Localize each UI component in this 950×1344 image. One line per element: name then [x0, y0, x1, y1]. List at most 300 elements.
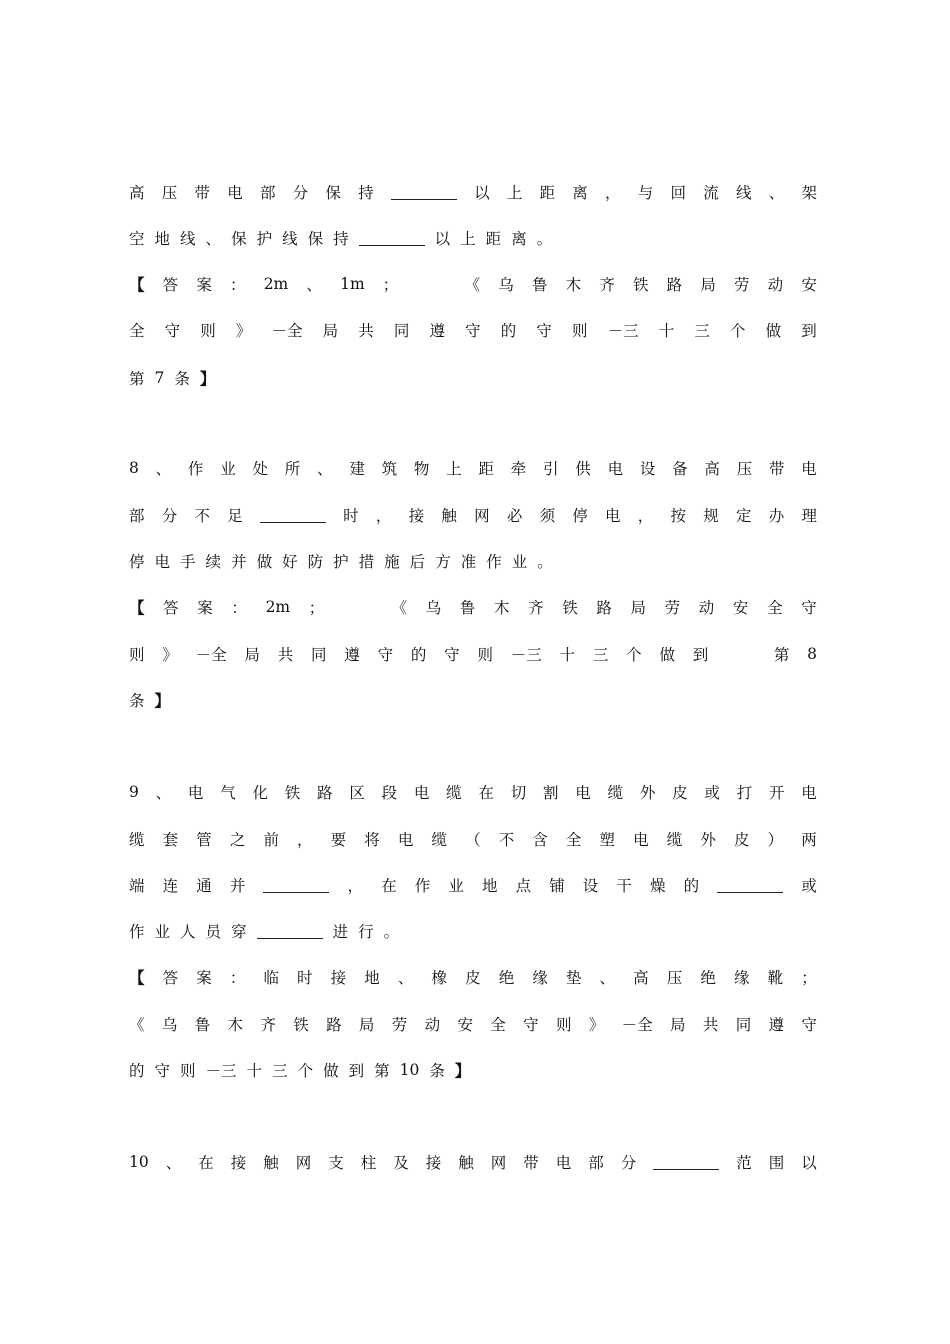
text-line-q7-l2 — [129, 226, 552, 250]
text-token: 必 — [506, 507, 523, 525]
text-token: 施 — [384, 553, 400, 571]
text-token: 、 — [768, 184, 785, 202]
text-token: 2m — [263, 275, 289, 293]
text-token: 触 — [263, 1154, 279, 1172]
text-token: 支 — [328, 1154, 344, 1172]
text-token: 的 — [683, 877, 700, 895]
text-line-q7-ans2 — [129, 318, 817, 342]
text-token: 个 — [730, 322, 746, 340]
text-token: 齐 — [260, 1016, 276, 1034]
text-token: 8 — [807, 645, 817, 663]
text-token: 齐 — [528, 599, 544, 617]
text-token: 保 — [231, 230, 247, 248]
text-token: 上 — [506, 184, 523, 202]
text-token: 同 — [310, 646, 327, 664]
text-token: 守 — [801, 1016, 817, 1034]
text-token: 乌 — [498, 276, 514, 294]
text-token: 局 — [630, 599, 647, 617]
text-token: 地 — [154, 230, 171, 248]
text-token: 作 — [187, 460, 204, 478]
text-token: 压 — [736, 460, 753, 478]
text-token: ， — [347, 877, 364, 895]
text-token: 保 — [325, 184, 341, 202]
text-token: 、 — [599, 969, 616, 987]
text-token: 守 — [801, 599, 817, 617]
text-token: 离 — [511, 230, 527, 248]
text-token: 木 — [565, 276, 582, 294]
text-token: 鲁 — [194, 1016, 211, 1034]
text-token: 安 — [457, 1016, 473, 1034]
text-token: 则 — [572, 322, 588, 340]
text-line-q10-l1 — [129, 1150, 817, 1174]
text-token: 接 — [230, 1154, 247, 1172]
text-token: ； — [801, 969, 817, 987]
text-token: 缆 — [666, 831, 683, 849]
text-token: ） — [767, 831, 784, 849]
text-token: 铁 — [284, 784, 301, 802]
text-token: 10 — [399, 1061, 420, 1079]
text-token: －全 — [195, 646, 227, 664]
text-token: 》 — [235, 322, 252, 340]
text-token: 。 — [537, 553, 553, 571]
text-token: 高 — [633, 969, 649, 987]
text-token: 围 — [768, 1154, 785, 1172]
text-line-q8-l2 — [129, 503, 817, 527]
text-token: 定 — [735, 507, 752, 525]
text-token: 路 — [326, 1016, 342, 1034]
text-token: 管 — [196, 831, 212, 849]
text-token: 】 — [154, 691, 171, 710]
text-token: 第 — [773, 646, 790, 664]
text-token: 】 — [454, 1061, 471, 1080]
text-token: 守 — [164, 322, 181, 340]
text-token: ； — [382, 276, 399, 294]
text-token: 所 — [284, 460, 301, 478]
text-token: 含 — [532, 831, 548, 849]
text-token: 橡 — [431, 969, 447, 987]
text-token: 端 — [129, 877, 145, 895]
text-token: 、 — [317, 460, 333, 478]
text-token: 局 — [322, 322, 339, 340]
text-token: 与 — [637, 184, 654, 202]
text-token: 答 — [162, 276, 179, 294]
text-token: 前 — [263, 831, 279, 849]
text-token: 距 — [539, 184, 556, 202]
text-token: 守 — [536, 322, 552, 340]
text-token: 则 — [129, 646, 145, 664]
text-token: 【 — [129, 598, 145, 617]
text-token: 措 — [358, 553, 375, 571]
text-token: 地 — [364, 969, 380, 987]
text-token: 三 — [272, 1062, 288, 1080]
fill-in-blank — [257, 924, 323, 939]
text-token: 齐 — [599, 276, 615, 294]
text-token: 电 — [605, 507, 621, 525]
text-token: 缘 — [532, 969, 548, 987]
text-token: 则 — [180, 1062, 196, 1080]
text-token: 高 — [704, 460, 720, 478]
text-line-q8-ans3 — [129, 688, 170, 712]
text-token: 乌 — [425, 599, 442, 617]
text-token: 距 — [478, 460, 494, 478]
text-token: 流 — [703, 184, 719, 202]
text-token: ： — [231, 599, 247, 617]
text-token: 设 — [582, 877, 599, 895]
text-token: 【 — [129, 968, 145, 987]
text-token: 、 — [155, 784, 172, 802]
text-token: 部 — [588, 1154, 604, 1172]
text-token: 员 — [205, 923, 222, 941]
text-token: 缆 — [129, 831, 145, 849]
text-token: 以 — [801, 1154, 817, 1172]
text-token: ： — [230, 276, 246, 294]
text-token: ， — [375, 507, 392, 525]
text-token: 穿 — [231, 923, 247, 941]
text-token: 触 — [441, 507, 457, 525]
text-token: 十 — [658, 322, 675, 340]
text-token: ， — [637, 507, 654, 525]
text-token: 作 — [486, 553, 502, 571]
text-token: 答 — [163, 599, 179, 617]
text-token: 靴 — [767, 969, 784, 987]
text-token: 、 — [397, 969, 414, 987]
fill-in-blank — [260, 508, 326, 523]
text-token: 开 — [768, 784, 785, 802]
text-token: 十 — [246, 1062, 263, 1080]
text-token: 停 — [129, 553, 145, 571]
text-token: 三 — [592, 646, 609, 664]
text-token: 业 — [511, 553, 528, 571]
text-line-q7-l1 — [129, 180, 817, 204]
text-token: 乌 — [161, 1016, 178, 1034]
text-token: 2m — [265, 598, 291, 616]
text-token: 守 — [523, 1016, 539, 1034]
text-token: 路 — [666, 276, 683, 294]
text-token: 案 — [196, 276, 212, 294]
text-token: 护 — [256, 230, 273, 248]
text-token: 分 — [292, 184, 309, 202]
text-token: 、 — [165, 1154, 182, 1172]
text-token: 燥 — [650, 877, 666, 895]
text-token: 三 — [694, 322, 710, 340]
text-token: ： — [229, 969, 246, 987]
text-token: 电 — [607, 460, 624, 478]
text-line-q8-ans1 — [129, 595, 817, 619]
text-token: 劳 — [391, 1016, 408, 1034]
text-token: 电 — [575, 784, 591, 802]
text-token: 电 — [801, 460, 817, 478]
text-token: 办 — [768, 507, 785, 525]
text-token: 路 — [317, 784, 333, 802]
text-token: 皮 — [672, 784, 688, 802]
text-token: 同 — [393, 322, 410, 340]
text-token: 规 — [703, 507, 719, 525]
text-token: 守 — [444, 646, 460, 664]
fill-in-blank — [717, 878, 783, 893]
text-token: 高 — [129, 184, 145, 202]
text-line-q8-l1 — [129, 456, 817, 480]
text-token: 业 — [154, 923, 171, 941]
text-token: －全 — [271, 322, 303, 340]
text-token: 处 — [252, 460, 268, 478]
text-token: ， — [297, 831, 313, 849]
text-token: ； — [308, 599, 325, 617]
text-token: 全 — [767, 599, 783, 617]
text-token: 木 — [493, 599, 510, 617]
text-line-q9-l2 — [129, 827, 817, 851]
text-token: 网 — [474, 507, 490, 525]
text-token: 作 — [129, 923, 145, 941]
text-token: 之 — [229, 831, 246, 849]
text-token: 不 — [498, 831, 515, 849]
text-token: 足 — [227, 507, 243, 525]
text-token: 则 — [477, 646, 493, 664]
text-token: 局 — [670, 1016, 686, 1034]
text-token: 第 — [374, 1062, 390, 1080]
text-token: 全 — [565, 831, 582, 849]
text-token: 压 — [161, 184, 178, 202]
text-token: 《 — [391, 599, 408, 617]
text-token: 案 — [196, 969, 212, 987]
text-token: 柱 — [360, 1154, 377, 1172]
text-token: 好 — [282, 553, 298, 571]
text-token: －三 — [510, 646, 542, 664]
text-token: 的 — [129, 1062, 145, 1080]
text-token: 铁 — [632, 276, 649, 294]
text-token: 准 — [460, 553, 477, 571]
text-token: 临 — [263, 969, 279, 987]
text-token: 则 — [555, 1016, 572, 1034]
text-token: 两 — [801, 831, 817, 849]
text-token: 做 — [256, 553, 273, 571]
text-token: 进 — [332, 923, 349, 941]
text-token: 外 — [639, 784, 656, 802]
text-token: 《 — [129, 1016, 145, 1034]
text-token: 业 — [220, 460, 236, 478]
text-token: 电 — [555, 1154, 572, 1172]
fill-in-blank — [653, 1155, 719, 1170]
text-token: 或 — [801, 877, 817, 895]
text-line-q7-ans1 — [129, 272, 817, 296]
text-token: 条 — [129, 692, 145, 710]
text-token: 个 — [626, 646, 642, 664]
text-token: 设 — [639, 460, 656, 478]
text-token: 电 — [154, 553, 171, 571]
text-token: 段 — [381, 784, 398, 802]
text-token: 局 — [244, 646, 260, 664]
text-token: 电 — [633, 831, 649, 849]
text-token: 的 — [500, 322, 517, 340]
text-token: 防 — [307, 553, 324, 571]
text-token: 部 — [129, 507, 145, 525]
fill-in-blank — [359, 231, 425, 246]
text-token: 动 — [767, 276, 784, 294]
text-token: 在 — [381, 877, 397, 895]
text-token: 及 — [393, 1154, 409, 1172]
text-token: 触 — [458, 1154, 474, 1172]
text-token: 绝 — [700, 969, 716, 987]
text-token: 塑 — [599, 831, 616, 849]
text-token: ， — [605, 184, 621, 202]
text-token: 绝 — [498, 969, 515, 987]
text-token: 做 — [659, 646, 675, 664]
text-token: 在 — [478, 784, 494, 802]
text-line-q7-ans3 — [129, 366, 215, 390]
text-line-q9-l4 — [129, 919, 399, 943]
text-token: 行 — [358, 923, 374, 941]
text-token: 以 — [474, 184, 490, 202]
text-token: 、 — [306, 276, 322, 294]
text-token: 垫 — [565, 969, 582, 987]
text-token: －三 — [205, 1062, 237, 1080]
text-token: 局 — [700, 276, 716, 294]
text-token: 带 — [768, 460, 785, 478]
text-token: 架 — [801, 184, 817, 202]
text-token: 共 — [277, 646, 294, 664]
text-token: 到 — [692, 646, 709, 664]
text-token: 方 — [435, 553, 451, 571]
text-token: 护 — [333, 553, 349, 571]
text-token: －全 — [621, 1016, 653, 1034]
text-token: 接 — [425, 1154, 442, 1172]
text-token: 的 — [410, 646, 427, 664]
text-token: 鲁 — [459, 599, 476, 617]
text-token: 遵 — [429, 322, 446, 340]
text-token: 铺 — [549, 877, 565, 895]
text-line-q9-l3 — [129, 873, 817, 897]
text-token: 物 — [413, 460, 430, 478]
text-token: 空 — [129, 230, 145, 248]
text-token: 地 — [481, 877, 498, 895]
text-token: 持 — [333, 230, 349, 248]
text-token: 守 — [465, 322, 481, 340]
text-token: 或 — [704, 784, 720, 802]
text-token: 到 — [348, 1062, 365, 1080]
text-token: 通 — [196, 877, 212, 895]
text-token: 共 — [358, 322, 374, 340]
text-token: 范 — [736, 1154, 752, 1172]
text-token: 理 — [801, 507, 817, 525]
text-token: 按 — [670, 507, 687, 525]
text-token: 答 — [162, 969, 179, 987]
text-token: 带 — [523, 1154, 539, 1172]
text-token: 守 — [154, 1062, 171, 1080]
text-token: 共 — [702, 1016, 719, 1034]
text-token: 十 — [559, 646, 576, 664]
text-token: 条 — [429, 1062, 445, 1080]
text-token: 在 — [198, 1154, 214, 1172]
text-token: 停 — [572, 507, 588, 525]
text-token: 人 — [180, 923, 196, 941]
text-token: 须 — [539, 507, 556, 525]
text-token: 上 — [460, 230, 476, 248]
text-token: 筑 — [381, 460, 398, 478]
text-token: 后 — [409, 553, 426, 571]
text-token: 区 — [349, 784, 365, 802]
text-token: 缘 — [733, 969, 750, 987]
text-token: 分 — [161, 507, 178, 525]
text-token: 铁 — [562, 599, 578, 617]
text-token: 续 — [205, 553, 222, 571]
text-token: 缆 — [607, 784, 624, 802]
text-token: 。 — [383, 923, 400, 941]
text-token: 第 — [129, 370, 145, 388]
text-token: 作 — [414, 877, 431, 895]
text-token: 线 — [282, 230, 298, 248]
text-token: 连 — [162, 877, 179, 895]
text-line-q9-ans1 — [129, 965, 817, 989]
text-token: 打 — [736, 784, 753, 802]
text-line-q9-ans3 — [129, 1058, 470, 1082]
text-token: 遵 — [344, 646, 360, 664]
fill-in-blank — [263, 878, 329, 893]
text-token: 局 — [358, 1016, 375, 1034]
text-token: 电 — [801, 784, 817, 802]
text-token: 外 — [700, 831, 716, 849]
text-token: 、 — [155, 460, 172, 478]
text-token: 》 — [162, 646, 178, 664]
text-token: 路 — [596, 599, 612, 617]
text-token: 安 — [732, 599, 749, 617]
fill-in-blank — [391, 185, 457, 200]
text-token: 业 — [448, 877, 464, 895]
text-token: 时 — [343, 507, 359, 525]
text-token: 将 — [364, 831, 380, 849]
text-token: 全 — [490, 1016, 506, 1034]
text-token: 电 — [187, 784, 204, 802]
text-token: 并 — [231, 553, 247, 571]
text-token: 网 — [490, 1154, 507, 1172]
text-token: 离 — [572, 184, 588, 202]
text-token: 引 — [543, 460, 559, 478]
text-token: 动 — [698, 599, 715, 617]
text-token: 网 — [295, 1154, 312, 1172]
text-token: 铁 — [293, 1016, 309, 1034]
text-token: 做 — [323, 1062, 339, 1080]
text-token: 不 — [194, 507, 210, 525]
text-token: 距 — [485, 230, 502, 248]
text-token: 线 — [735, 184, 752, 202]
text-token: 9 — [129, 783, 139, 801]
text-token: 电 — [413, 784, 430, 802]
text-token: 10 — [129, 1153, 149, 1171]
text-token: 干 — [616, 877, 632, 895]
text-token: 以 — [434, 230, 451, 248]
text-token: 供 — [575, 460, 591, 478]
text-line-q9-l1 — [129, 780, 817, 804]
text-token: 手 — [180, 553, 196, 571]
text-line-q8-ans2 — [129, 642, 817, 666]
text-token: 同 — [735, 1016, 752, 1034]
text-token: 接 — [408, 507, 425, 525]
text-token: 全 — [129, 322, 145, 340]
text-token: 安 — [801, 276, 817, 294]
text-token: 木 — [227, 1016, 244, 1034]
text-token: 1m — [340, 275, 365, 293]
text-token: 切 — [510, 784, 527, 802]
text-token: 】 — [199, 369, 216, 388]
text-token: 建 — [349, 460, 365, 478]
text-line-q8-l3 — [129, 549, 553, 573]
text-token: 缆 — [446, 784, 462, 802]
text-token: 分 — [620, 1154, 637, 1172]
text-token: 遵 — [768, 1016, 785, 1034]
text-token: 《 — [464, 276, 481, 294]
text-token: 条 — [174, 370, 190, 388]
text-token: 套 — [162, 831, 179, 849]
text-token: 皮 — [733, 831, 750, 849]
text-token: （ — [465, 831, 481, 849]
